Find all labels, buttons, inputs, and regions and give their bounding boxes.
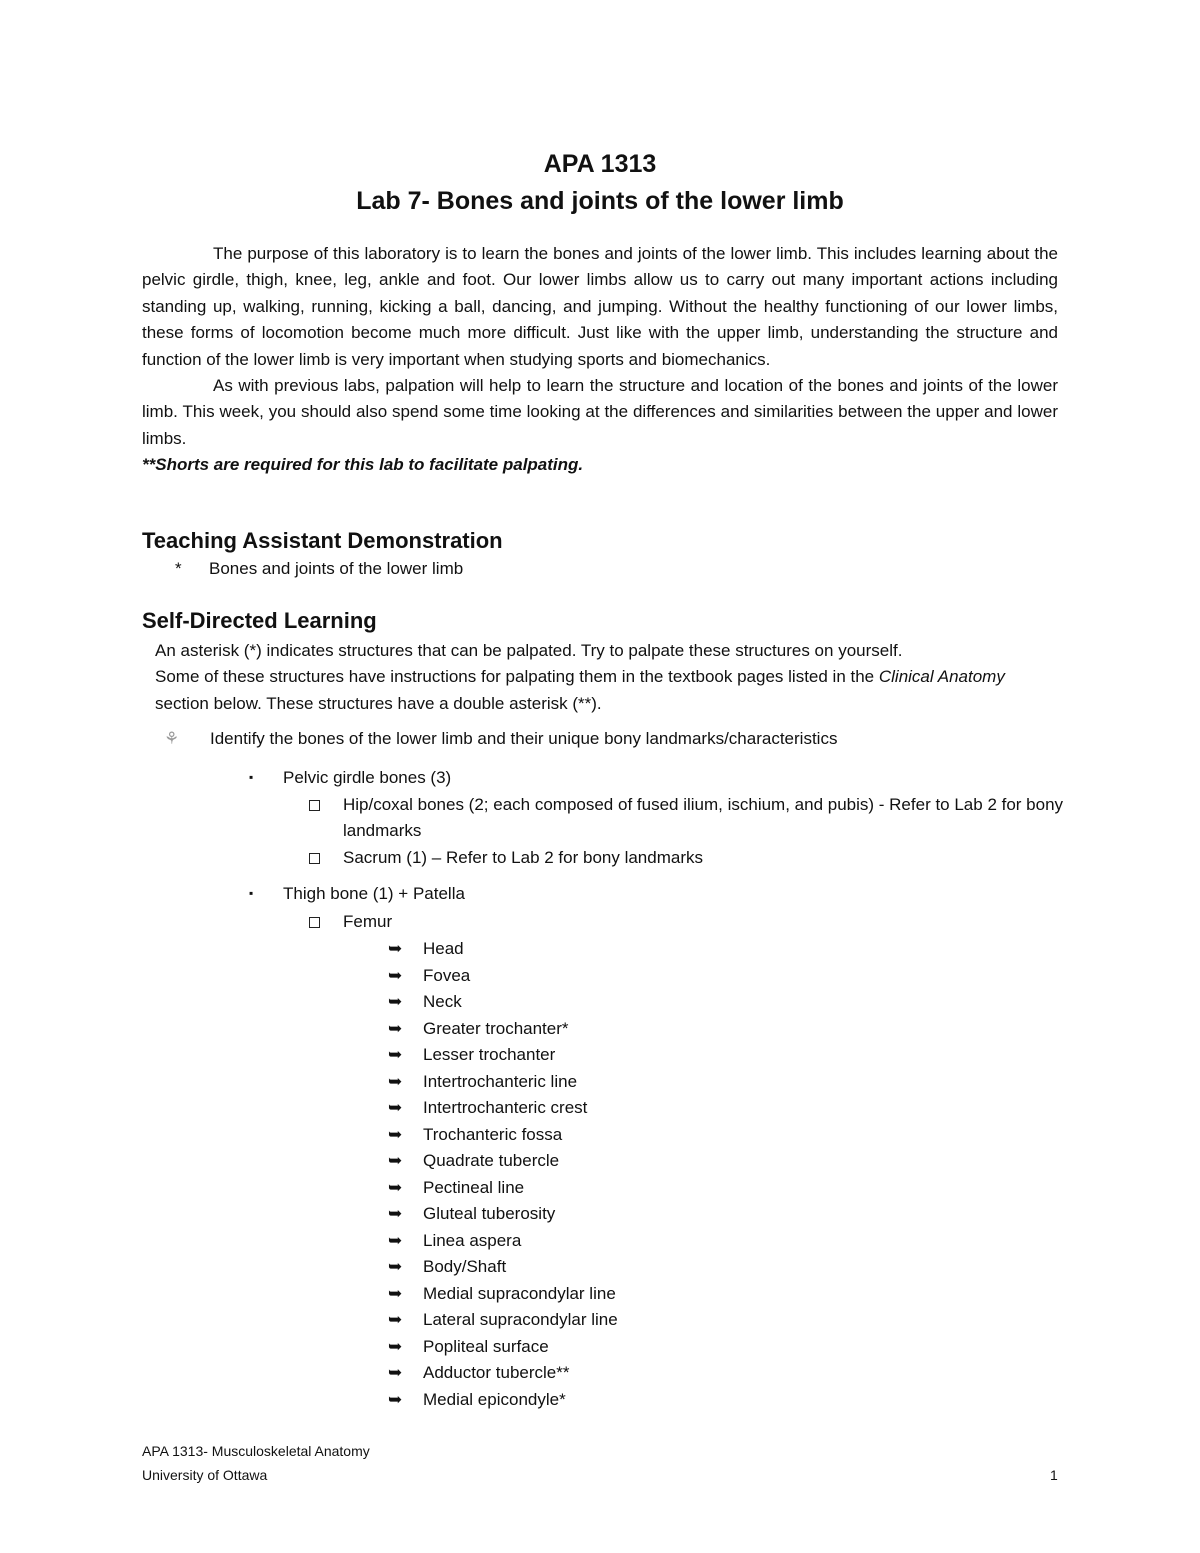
curved-arrow-bullet-icon: ➥ <box>388 1124 403 1144</box>
landmark-list-item <box>388 1122 618 1149</box>
landmark-name: Greater trochanter* <box>423 1018 569 1038</box>
asterisk-explanation: An asterisk (*) indicates structures that can be palpated. Try to palpate these structures on yourself. <box>155 641 903 660</box>
curved-arrow-bullet-icon: ➥ <box>388 1230 403 1250</box>
intro-paragraph-1: The purpose of this laboratory is to learn the bones and joints of the lower limb. This includes learning about the pelvic girdle, thigh, knee, leg, ankle and foot. Our lower limbs allow us to carry out many important actions including standing up, walking, running, kicking a ball, dancing, and jumping. Without the healthy functioning of our lower limbs, these forms of locomotion become much more difficult. Just like with the upper limb, understanding the structure and function of the lower limb is very important when studying sports and biomechanics. <box>142 244 1058 369</box>
landmark-list-item <box>388 1254 618 1281</box>
pelvic-girdle-label: Pelvic girdle bones (3) <box>283 768 452 787</box>
page-number: 1 <box>1050 1467 1058 1483</box>
landmark-name: Fovea <box>423 965 471 985</box>
ta-demo-item-text: Bones and joints of the lower limb <box>209 559 464 578</box>
shorts-note: **Shorts are required for this lab to facilitate palpating. <box>142 455 584 475</box>
thigh-bone-label: Thigh bone (1) + Patella <box>283 884 465 903</box>
landmark-name: Trochanteric fossa <box>423 1124 563 1144</box>
landmark-list-item <box>388 1175 618 1202</box>
pelvic-girdle-item <box>249 768 451 788</box>
square-bullet-icon: ▪ <box>249 886 254 900</box>
landmark-list-item <box>388 1042 618 1069</box>
sacrum-item <box>309 845 1069 871</box>
ta-demo-heading: Teaching Assistant Demonstration <box>142 528 503 553</box>
femur-landmark-list <box>388 936 618 1413</box>
landmark-list-item <box>388 1095 618 1122</box>
femur-item <box>309 909 1069 935</box>
landmark-list-item <box>388 1016 618 1043</box>
hollow-square-bullet-icon <box>309 800 320 811</box>
asterisk-bullet-icon: * <box>175 559 182 578</box>
landmark-name: Quadrate tubercle <box>423 1151 560 1170</box>
clinical-anatomy-ref: Clinical Anatomy <box>878 667 1005 687</box>
identify-task-text: Identify the bones of the lower limb and their unique bony landmarks/characteristics <box>210 729 838 748</box>
hip-bone-text: Hip/coxal bones (2; each composed of fused ilium, ischium, and pubis) - Refer to Lab 2 for bony landmarks <box>343 795 1064 841</box>
landmark-list-item <box>388 936 618 963</box>
landmark-list-item <box>388 1069 618 1096</box>
double-asterisk-explanation: Some of these structures have instructions for palpating them in the textbook pages listed in the Clinical Anatomy section below. These structures have a double asterisk (**). <box>155 667 1005 713</box>
curved-arrow-bullet-icon: ➥ <box>388 965 403 985</box>
curved-arrow-bullet-icon: ➥ <box>388 1151 403 1170</box>
curved-arrow-bullet-icon: ➥ <box>388 1071 403 1091</box>
landmark-list-item <box>388 1360 618 1387</box>
landmark-list-item <box>388 963 618 990</box>
curved-arrow-bullet-icon: ➥ <box>388 1018 403 1038</box>
curved-arrow-bullet-icon: ➥ <box>388 939 403 958</box>
curved-arrow-bullet-icon: ➥ <box>388 1177 403 1197</box>
footer-course: APA 1313- Musculoskeletal Anatomy <box>142 1443 370 1459</box>
landmark-name: Gluteal tuberosity <box>423 1204 556 1223</box>
curved-arrow-bullet-icon: ➥ <box>388 1098 403 1117</box>
landmark-list-item <box>388 1228 618 1255</box>
intro-paragraph-2: As with previous labs, palpation will help to learn the structure and location of the bones and joints of the lower limb. This week, you should also spend some time looking at the differences and similarities between the upper and lower limbs. <box>142 376 1058 448</box>
thigh-bone-item <box>249 884 465 904</box>
curved-arrow-bullet-icon: ➥ <box>388 992 403 1011</box>
landmark-name: Intertrochanteric crest <box>423 1098 588 1117</box>
square-bullet-icon: ▪ <box>249 770 254 784</box>
landmark-list-item <box>388 1148 618 1175</box>
hollow-square-bullet-icon <box>309 917 320 928</box>
landmark-list-item <box>388 1387 618 1414</box>
self-directed-intro <box>155 638 1060 717</box>
curved-arrow-bullet-icon: ➥ <box>388 1389 403 1409</box>
landmark-name: Popliteal surface <box>423 1336 549 1356</box>
intro-section <box>142 241 1058 479</box>
curved-arrow-bullet-icon: ➥ <box>388 1204 403 1223</box>
landmark-list-item <box>388 1201 618 1228</box>
landmark-list-item <box>388 1281 618 1308</box>
landmark-name: Linea aspera <box>423 1230 522 1250</box>
landmark-list-item <box>388 1334 618 1361</box>
landmark-name: Head <box>423 939 464 958</box>
landmark-name: Lateral supracondylar line <box>423 1310 618 1329</box>
curved-arrow-bullet-icon: ➥ <box>388 1283 403 1303</box>
landmark-name: Medial supracondylar line <box>423 1283 616 1303</box>
hip-bone-item <box>309 792 1069 845</box>
landmark-name: Lesser trochanter <box>423 1045 556 1064</box>
sacrum-text: Sacrum (1) – Refer to Lab 2 for bony landmarks <box>343 848 703 867</box>
course-title: APA 1313 <box>543 150 657 178</box>
landmark-name: Neck <box>423 992 462 1011</box>
femur-label: Femur <box>343 912 393 931</box>
lab-title: Lab 7- Bones and joints of the lower limb <box>356 187 844 215</box>
flower-bullet-icon: ⚘ <box>164 729 180 748</box>
landmark-name: Medial epicondyle* <box>423 1389 566 1409</box>
landmark-list-item <box>388 989 618 1016</box>
curved-arrow-bullet-icon: ➥ <box>388 1336 403 1356</box>
landmark-name: Body/Shaft <box>423 1257 507 1276</box>
landmark-name: Intertrochanteric line <box>423 1071 578 1091</box>
self-directed-heading: Self-Directed Learning <box>142 608 377 633</box>
hollow-square-bullet-icon <box>309 853 320 864</box>
landmark-list-item <box>388 1307 618 1334</box>
curved-arrow-bullet-icon: ➥ <box>388 1310 403 1329</box>
curved-arrow-bullet-icon: ➥ <box>388 1045 403 1064</box>
curved-arrow-bullet-icon: ➥ <box>388 1363 403 1382</box>
landmark-name: Pectineal line <box>423 1177 525 1197</box>
ta-demo-item <box>175 559 463 579</box>
footer-university: University of Ottawa <box>142 1467 268 1483</box>
landmark-name: Adductor tubercle** <box>423 1363 570 1382</box>
identify-task <box>164 729 837 749</box>
curved-arrow-bullet-icon: ➥ <box>388 1257 403 1276</box>
